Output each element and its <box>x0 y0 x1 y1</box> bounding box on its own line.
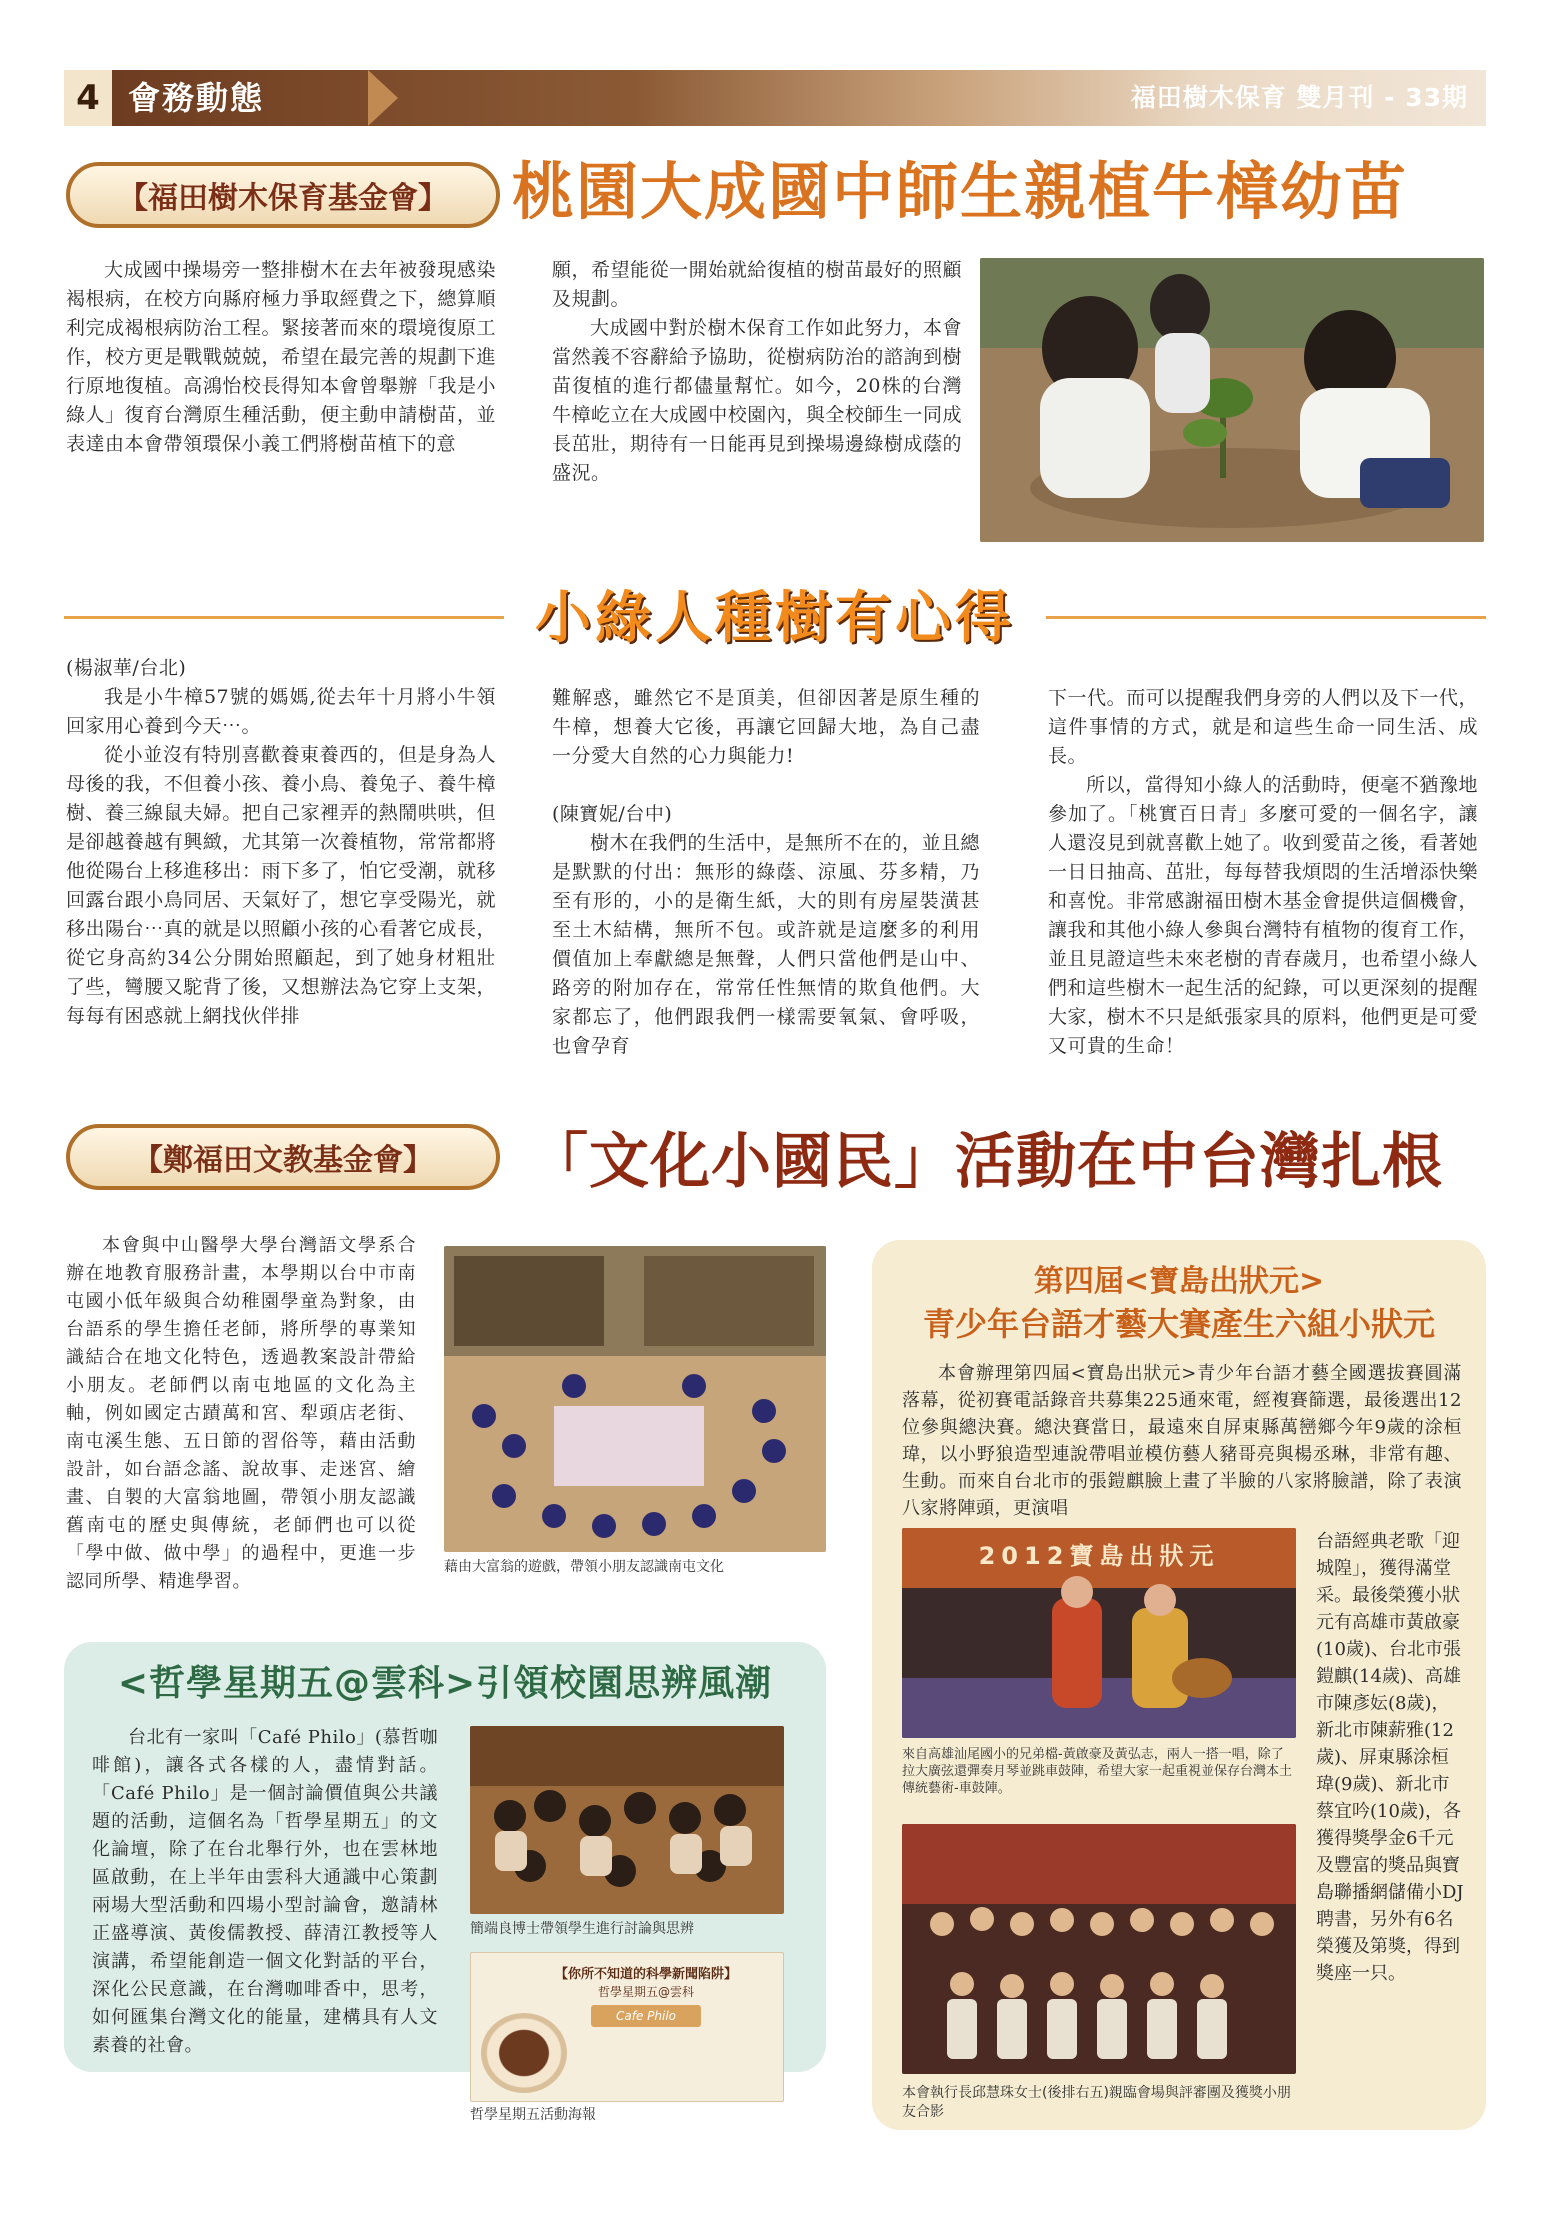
article1-col1 <box>66 256 496 459</box>
poster-title: 【你所不知道的科學新聞陷阱】 <box>554 1967 737 1982</box>
stage-photo <box>902 1528 1296 1738</box>
publication-title: 福田樹木保育 雙月刊 - 33期 <box>1130 83 1468 112</box>
article2-col1-text1: 我是小牛樟57號的媽媽,從去年十月將小牛領回家用心養到今天⋯。 <box>66 686 496 737</box>
discussion-photo <box>470 1726 784 1914</box>
philo-body-col <box>92 1724 438 2060</box>
header-arrow <box>368 70 398 126</box>
stage-banner-text: 2012寶島出狀元 <box>978 1542 1220 1570</box>
article2-col1-text2: 從小並沒有特別喜歡養東養西的，但是身為人母後的我，不但養小孩、養小鳥、養兔子、養牛樟樹、養三線鼠夫婦。把自己家裡弄的熱鬧哄哄，但是卻越養越有興緻，尤其第一次養植物，常常都將他從陽台上移進移出：雨下多了，怕它受潮，就移回露台跟小鳥同居、天氣好了，想它享受陽光，就移出陽台⋯真的就是以照顧小孩的心看著它成長，從它身高約34公分開始照顧起，到了她身材粗壯了些，彎腰又駝背了後，又想辦法為它穿上支架，每每有困惑就上網找伙伴排 <box>66 744 496 1027</box>
article2-col2-text2: 樹木在我們的生活中，是無所不在的，並且總是默默的付出：無形的綠蔭、涼風、芬多精，乃至有形的，小的是衛生紙，大的則有房屋裝潢甚至土木結構，無所不包。或許就是這麼多的利用價值加上奉獻總是無聲，人們只當他們是山中、路旁的附加存在，常常任性無情的欺負他們。大家都忘了，他們跟我們一樣需要氧氣、會呼吸，也會孕育 <box>552 832 981 1057</box>
banner-rule-right <box>1046 616 1486 619</box>
poster-subtitle: 哲學星期五@雲科 <box>597 1985 694 1999</box>
article1-title: 桃園大成國中師生親植牛樟幼苗 <box>512 155 1409 228</box>
article2-col3-text1: 下一代。而可以提醒我們身旁的人們以及下一代，這件事情的方式，就是和這些生命一同生活、成長。 <box>1048 687 1478 767</box>
author-chen: (陳寶妮/台中) <box>552 803 673 825</box>
philo-poster <box>470 1952 784 2102</box>
contest-body-col <box>902 1360 1462 1522</box>
contest-body: 本會辦理第四屆<寶島出狀元>青少年台語才藝全國選拔賽圓滿落幕，從初賽電話錄音共募集225通來電，經複賽篩選，最後選出12位參與總決賽。總決賽當日，最遠來自屏東縣萬巒鄉今年9歲的涂桓瑋，以小野狼造型連說帶唱並模仿藝人豬哥亮與楊丞琳，非常有趣、生動。而來自台北市的張鎧麒臉上畫了半臉的八家將臉譜，除了表演八家將陣頭，更演唱 <box>902 1363 1462 1519</box>
article3-body: 本會與中山醫學大學台灣語文學系合辦在地教育服務計畫，本學期以台中市南屯國小低年級與合幼稚園學童為對象，由台語系的學生擔任老師，將所學的專業知識結合在地文化特色，透過教案設計帶給小朋友。老師們以南屯地區的文化為主軸，例如國定古蹟萬和宮、犁頭店老街、南屯溪生態、五日節的習俗等，藉由活動設計，如台語念謠、說故事、走迷宮、繪畫、自製的大富翁地圖，帶領小朋友認識舊南屯的歷史與傳統，老師們也可以從「學中做、做中學」的過程中，更進一步認同所學、精進學習。 <box>66 1235 416 1592</box>
group-caption: 本會執行長邱慧珠女士(後排右五)親臨會場與評審團及獲獎小朋友合影 <box>902 2085 1291 2120</box>
poster-logo: Cafe Philo <box>591 2005 701 2027</box>
contest-title-line1: 第四屆<寶島出狀元> <box>1033 1264 1325 1299</box>
philo-body: 台北有一家叫「Café Philo」(慕哲咖啡館)，讓各式各樣的人，盡情對話。「Café Philo」是一個討論價值與公共議題的活動，這個名為「哲學星期五」的文化論壇，除了在台北舉行外，也在雲林地區啟動，在上半年由雲科大通識中心策劃兩場大型活動和四場小型討論會，邀請林正盛導演、黃俊儒教授、薛清江教授等人演講，希望能創造一個文化對話的平台，深化公民意識，在台灣咖啡香中，思考，如何匯集台灣文化的能量，建構具有人文素養的社會。 <box>92 1727 438 2056</box>
section-title: 會務動態 <box>128 79 265 117</box>
classroom-caption: 藉由大富翁的遊戲，帶領小朋友認識南屯文化 <box>444 1559 724 1575</box>
article3-title: 「文化小國民」活動在中台灣扎根 <box>528 1127 1443 1197</box>
article1-col2 <box>552 256 962 488</box>
classroom-photo-illustration <box>444 1246 826 1552</box>
group-photo <box>902 1824 1296 2074</box>
discussion-caption: 簡端良博士帶領學生進行討論與思辨 <box>470 1921 694 1937</box>
poster-caption: 哲學星期五活動海報 <box>470 2107 596 2123</box>
article2-col3 <box>1048 684 1478 1061</box>
article1-col2-text1: 願，希望能從一開始就給復植的樹苗最好的照顧及規劃。 <box>552 259 962 310</box>
org-tag-tree-foundation: 【福田樹木保育基金會】 <box>66 162 500 228</box>
article1-col1-text: 大成國中操場旁一整排樹木在去年被發現感染褐根病，在校方向縣府極力爭取經費之下，總算順利完成褐根病防治工程。緊接著而來的環境復原工作，校方更是戰戰兢兢，希望在最完善的規劃下進行原地復植。高鴻怡校長得知本會曾舉辦「我是小綠人」復育台灣原生種活動，便主動申請樹苗，並表達由本會帶領環保小義工們將樹苗植下的意 <box>66 259 496 455</box>
article2-col2-text1: 難解惑，雖然它不是頂美，但卻因著是原生種的牛樟，想養大它後，再讓它回歸大地，為自己盡一分愛大自然的心力與能力! <box>552 687 980 767</box>
article2-banner: 小綠人種樹有心得 <box>535 586 1015 651</box>
contest-title-line2: 青少年台語才藝大賽產生六組小狀元 <box>922 1305 1435 1343</box>
org-tag-culture-foundation: 【鄭福田文教基金會】 <box>66 1124 500 1190</box>
article3-body-col <box>66 1232 416 1596</box>
planting-photo-illustration <box>980 258 1484 542</box>
group-photo-illustration <box>902 1824 1296 2074</box>
discussion-photo-illustration <box>470 1726 784 1914</box>
planting-photo <box>980 258 1484 542</box>
stage-caption: 來自高雄汕尾國小的兄弟檔-黃啟豪及黃弘志，兩人一搭一唱，除了拉大廣弦還彈奏月琴並跳車鼓陣，希望大家一起重視並保存台灣本土傳統藝術-車鼓陣。 <box>902 1747 1293 1796</box>
contest-side-col <box>1316 1528 1466 1987</box>
contest-side-text: 台語經典老歌「迎城隍」，獲得滿堂采。最後榮獲小狀元有高雄市黃啟豪(10歲)、台北市張鎧麒(14歲)、高雄市陳彥妘(8歲)，新北市陳薪雅(12歲)、屏東縣涂桓瑋(9歲)、新北市蔡宜吟(10歲)，各獲得獎學金6千元及豐富的獎品與寶島聯播網儲備小DJ聘書，另外有6名榮獲及第獎，得到獎座一只。 <box>1316 1531 1464 1984</box>
article2-col1 <box>66 654 496 1031</box>
article2-col2 <box>552 684 980 1061</box>
coffee-cup-icon <box>481 2013 567 2093</box>
banner-rule-left <box>64 616 504 619</box>
page-number: 4 <box>64 70 112 126</box>
article2-col3-text2: 所以，當得知小綠人的活動時，便毫不猶豫地參加了。「桃實百日青」多麼可愛的一個名字，讓人還沒見到就喜歡上她了。收到愛苗之後，看著她一日日抽高、茁壯，每每替我煩悶的生活增添快樂和喜悅。非常感謝福田樹木基金會提供這個機會，讓我和其他小綠人參與台灣特有植物的復育工作，並且見證這些未來老樹的青春歲月，也希望小綠人們和這些樹木一起生活的紀錄，可以更深刻的提醒大家，樹木不只是紙張家具的原料，他們更是可愛又可貴的生命！ <box>1048 774 1478 1057</box>
philo-title: <哲學星期五@雲科>引領校園思辨風潮 <box>117 1663 773 1704</box>
author-yang: (楊淑華/台北) <box>66 657 187 679</box>
classroom-photo <box>444 1246 826 1552</box>
article1-col2-text2: 大成國中對於樹木保育工作如此努力，本會當然義不容辭給予協助，從樹病防治的諮詢到樹苗復植的進行都儘量幫忙。如今，20株的台灣牛樟屹立在大成國中校園內，與全校師生一同成長茁壯，期待有一日能再見到操場邊綠樹成蔭的盛況。 <box>552 317 962 484</box>
